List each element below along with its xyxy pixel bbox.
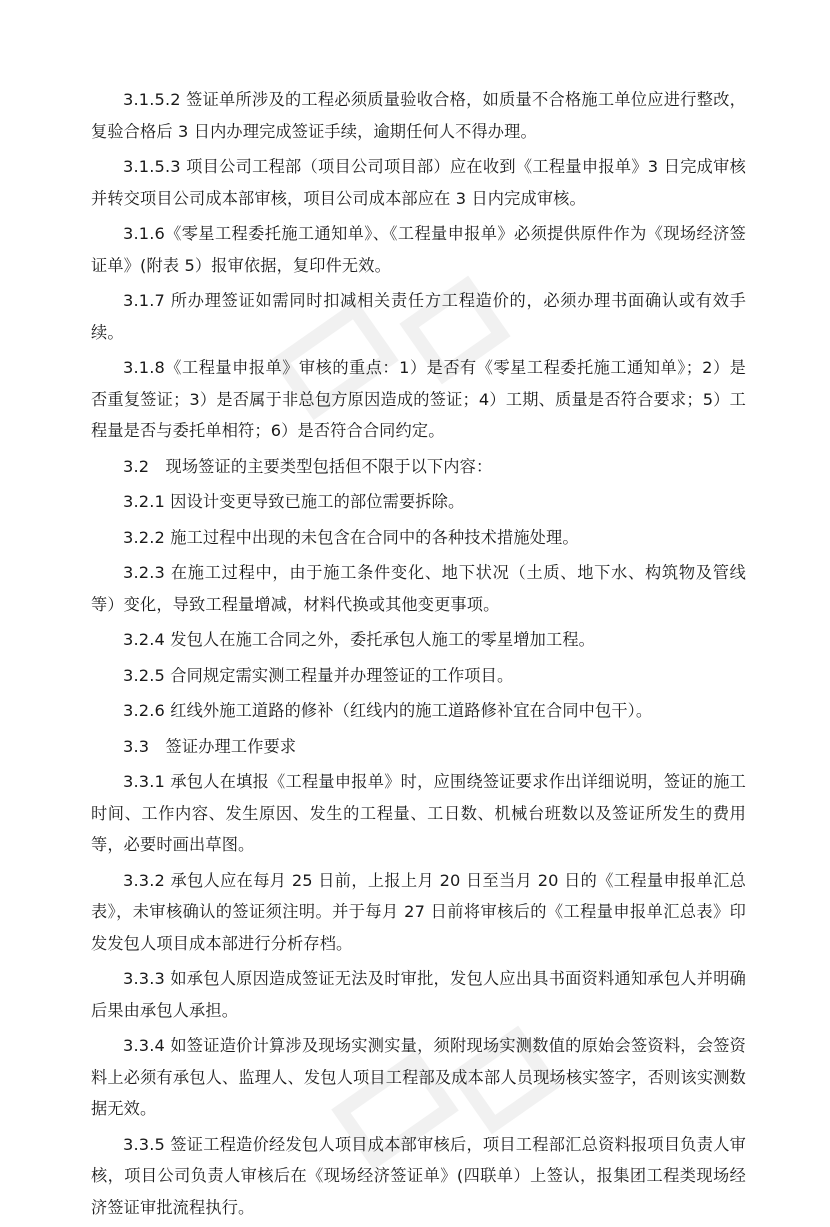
paragraph-3-1-5-3: 3.1.5.3 项目公司工程部（项目公司项目部）应在收到《工程量申报单》3 日完成审核并转交项目公司成本部审核，项目公司成本部应在 3 日内完成审核。 bbox=[91, 157, 746, 208]
paragraph-3-1-5-2: 3.1.5.2 签证单所涉及的工程必须质量验收合格，如质量不合格施工单位应进行整改，复验合格后 3 日内办理完成签证手续，逾期任何人不得办理。 bbox=[91, 90, 746, 141]
section-heading-3-3: 3.3 签证办理工作要求 bbox=[123, 736, 297, 756]
paragraph-3-2-4: 3.2.4 发包人在施工合同之外，委托承包人施工的零星增加工程。 bbox=[123, 630, 596, 649]
paragraph-3-3-2: 3.3.2 承包人应在每月 25 日前，上报上月 20 日至当月 20 日的《工程量申报单汇总表》，未审核确认的签证须注明。并于每月 27 日前将审核后的《工程量申报单汇总表》印发发包人项目成本部进行分析存档。 bbox=[91, 870, 746, 953]
paragraph-3-1-6: 3.1.6《零星工程委托施工通知单》、《工程量申报单》必须提供原件作为《现场经济签证单》(附表 5）报审依据，复印件无效。 bbox=[91, 224, 746, 275]
paragraph-3-1-8: 3.1.8《工程量申报单》审核的重点：1）是否有《零星工程委托施工通知单》；2）是否重复签证；3）是否属于非总包方原因造成的签证；4）工期、质量是否符合要求；5）工程量是否与委托单相符；6）是否符合合同约定。 bbox=[91, 358, 746, 440]
paragraph-3-3-4: 3.3.4 如签证造价计算涉及现场实测实量，须附现场实测数值的原始会签资料，会签资料上必须有承包人、监理人、发包人项目工程部及成本部人员现场核实签字，否则该实测数据无效。 bbox=[91, 1036, 746, 1118]
paragraph-3-3-3: 3.3.3 如承包人原因造成签证无法及时审批，发包人应出具书面资料通知承包人并明确后果由承包人承担。 bbox=[91, 969, 746, 1020]
paragraph-3-1-7: 3.1.7 所办理签证如需同时扣减相关责任方工程造价的，必须办理书面确认或有效手续。 bbox=[91, 291, 746, 342]
section-heading-3-2: 3.2 现场签证的主要类型包括但不限于以下内容： bbox=[123, 456, 493, 476]
paragraph-3-3-5: 3.3.5 签证工程造价经发包人项目成本部审核后，项目工程部汇总资料报项目负责人审核，项目公司负责人审核后在《现场经济签证单》(四联单）上签认，报集团工程类现场经济签证审批流程执行。 bbox=[91, 1134, 746, 1217]
paragraph-3-2-5: 3.2.5 合同规定需实测工程量并办理签证的工作项目。 bbox=[123, 665, 514, 685]
document-body bbox=[91, 84, 746, 1227]
paragraph-3-2-2: 3.2.2 施工过程中出现的未包含在合同中的各种技术措施处理。 bbox=[123, 527, 579, 547]
paragraph-3-2-6: 3.2.6 红线外施工道路的修补（红线内的施工道路修补宜在合同中包干）。 bbox=[123, 701, 653, 720]
paragraph-3-2-1: 3.2.1 因设计变更导致已施工的部位需要拆除。 bbox=[123, 492, 465, 511]
paragraph-3-3-1: 3.3.1 承包人在填报《工程量申报单》时，应围绕签证要求作出详细说明，签证的施工时间、工作内容、发生原因、发生的工程量、工日数、机械台班数以及签证所发生的费用等，必要时画出草图。 bbox=[91, 772, 746, 854]
paragraph-3-2-3: 3.2.3 在施工过程中，由于施工条件变化、地下状况（土质、地下水、构筑物及管线等）变化，导致工程量增减，材料代换或其他变更事项。 bbox=[91, 563, 746, 614]
